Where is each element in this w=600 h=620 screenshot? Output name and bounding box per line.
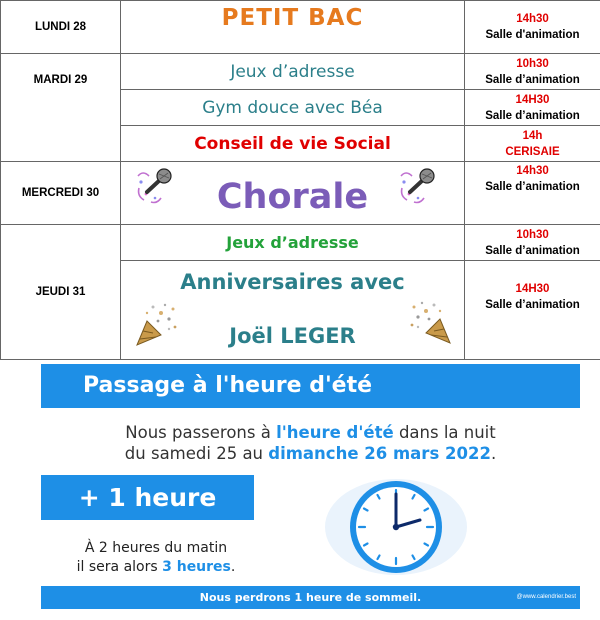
note-line-2 — [41, 559, 271, 575]
banner-title: Passage à l'heure d'été — [41, 364, 580, 408]
time-cell — [465, 54, 600, 90]
time-cell — [465, 225, 600, 261]
time-value: 14H30 — [515, 283, 550, 295]
text-segment: Nous passerons à — [125, 423, 277, 442]
time-value: 10h30 — [516, 57, 549, 70]
summer-time-banner — [41, 364, 580, 609]
activity-title: Chorale — [216, 177, 369, 217]
microphone-icon — [135, 168, 175, 206]
activity-title: Jeux d’adresse — [226, 232, 359, 252]
activity-cell — [121, 225, 465, 261]
text-segment: . — [230, 559, 236, 575]
text-segment: il sera alors — [76, 559, 163, 575]
clock-icon — [323, 477, 469, 577]
time-value: 14h30 — [516, 165, 549, 177]
place-value: Salle d’animation — [485, 299, 580, 311]
activity-cell — [121, 90, 465, 126]
place-value: Salle d’animation — [485, 181, 580, 193]
activity-title: Gym douce avec Béa — [202, 97, 383, 118]
activity-cell — [121, 126, 465, 162]
text-segment: dans la nuit — [393, 423, 496, 442]
time-value: 14H30 — [515, 93, 550, 106]
activity-cell — [121, 54, 465, 90]
activity-title: Anniversaires avec — [180, 270, 405, 294]
time-cell — [465, 126, 600, 162]
announcement-line-1 — [41, 423, 580, 442]
activity-title: PETIT BAC — [221, 5, 364, 31]
announcement-line-2 — [41, 444, 580, 463]
banner-footer: Nous perdrons 1 heure de sommeil. — [41, 586, 580, 609]
time-cell — [465, 1, 600, 54]
time-cell — [465, 162, 600, 225]
party-popper-icon — [406, 297, 456, 347]
time-cell — [465, 90, 600, 126]
plus-one-hour-label: + 1 heure — [41, 475, 254, 520]
activity-cell — [121, 1, 465, 54]
activity-cell — [121, 261, 465, 360]
place-value: Salle d’animation — [485, 244, 580, 257]
day-cell: MARDI 29 — [1, 54, 121, 162]
time-cell — [465, 261, 600, 360]
table-row — [1, 225, 600, 261]
activity-cell — [121, 162, 465, 225]
table-row — [1, 162, 600, 225]
day-cell: MERCREDI 30 — [1, 162, 121, 225]
time-value: 14h30 — [516, 13, 549, 25]
activity-title: Conseil de vie Social — [194, 133, 391, 154]
credit-text: @www.calendrier.best — [516, 594, 576, 600]
text-segment: . — [490, 444, 497, 463]
day-cell: JEUDI 31 — [1, 225, 121, 360]
text-segment: du samedi 25 au — [124, 444, 269, 463]
place-value: Salle d'animation — [485, 29, 580, 41]
time-value: 14h — [522, 129, 543, 142]
activity-title: Jeux d’adresse — [230, 61, 355, 82]
highlight-text: 3 heures — [162, 559, 231, 575]
note-line-1: À 2 heures du matin — [84, 540, 228, 556]
time-value: 10h30 — [516, 228, 549, 241]
place-value: Salle d’animation — [485, 109, 580, 122]
highlight-text: dimanche 26 mars 2022 — [268, 444, 491, 463]
highlight-text: l'heure d'été — [276, 423, 394, 442]
day-cell: LUNDI 28 — [1, 1, 121, 54]
place-value: Salle d’animation — [485, 73, 580, 86]
table-row — [1, 1, 600, 54]
place-value: CERISAIE — [505, 145, 560, 158]
table-row — [1, 54, 600, 90]
activity-title: Joël LEGER — [229, 324, 356, 348]
microphone-icon — [398, 168, 438, 206]
